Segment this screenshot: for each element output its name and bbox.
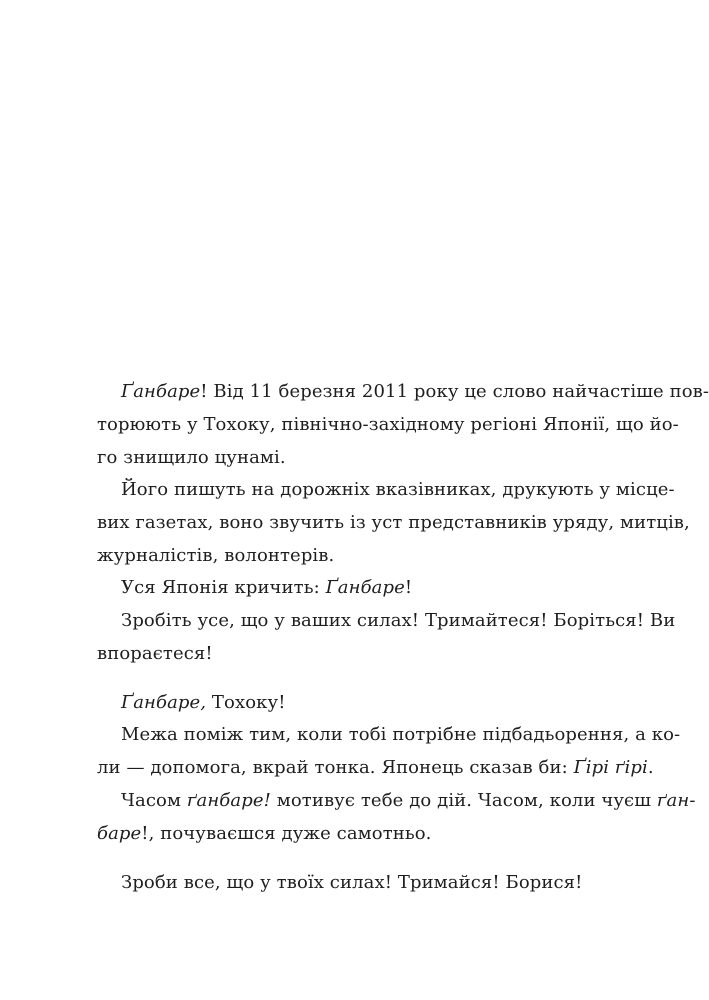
paragraph-3-line-1 [121,577,412,599]
italic-word: Ґанбаре [121,381,201,402]
italic-word: Ґірі ґірі [573,757,648,778]
text-run: ! [404,577,413,598]
paragraph-1-line-1 [121,381,709,403]
paragraph-2-line-3: журналістів, волонтерів. [97,545,335,566]
italic-word: ґан- [656,790,696,811]
italic-word: Ґанбаре [325,577,405,598]
italic-word: баре [97,823,142,844]
paragraph-1-line-2: торюють у Тохоку, північно-західному регіоні Японії, що йо- [97,414,679,435]
text-run: Уся Японія кричить: [121,577,326,598]
paragraph-1-line-3: го знищило цунамі. [97,447,286,468]
paragraph-7-line-2 [97,823,432,845]
text-run: . [647,757,654,778]
paragraph-5-line-1 [121,692,286,714]
paragraph-2-line-2: вих газетах, воно звучить із уст представників уряду, митців, [97,512,690,533]
paragraph-4-line-1: Зробіть усе, що у ваших силах! Тримайтеся! Боріться! Ви [121,610,676,631]
text-run: Тохоку! [206,692,286,713]
text-run: ! Від 11 березня 2011 року це слово найчастіше пов- [200,381,709,402]
text-run: !, почуваєшся дуже самотньо. [141,823,432,844]
italic-word: Ґанбаре, [121,692,207,713]
paragraph-4-line-2: впораєтеся! [97,643,213,664]
paragraph-6-line-1: Межа поміж тим, коли тобі потрібне підбадьорення, а ко- [121,724,681,745]
text-run: Часом [121,790,187,811]
paragraph-6-line-2 [97,757,654,779]
paragraph-7-line-1 [121,790,696,812]
paragraph-2-line-1: Його пишуть на дорожніх вказівниках, друкують у місце- [121,479,675,500]
text-run: ли — допомога, вкрай тонка. Японець сказав би: [97,757,574,778]
italic-word: ґанбаре! [186,790,271,811]
paragraph-8-line-1: Зроби все, що у твоїх силах! Тримайся! Борися! [121,872,583,893]
text-run: мотивує тебе до дій. Часом, коли чуєш [270,790,657,811]
